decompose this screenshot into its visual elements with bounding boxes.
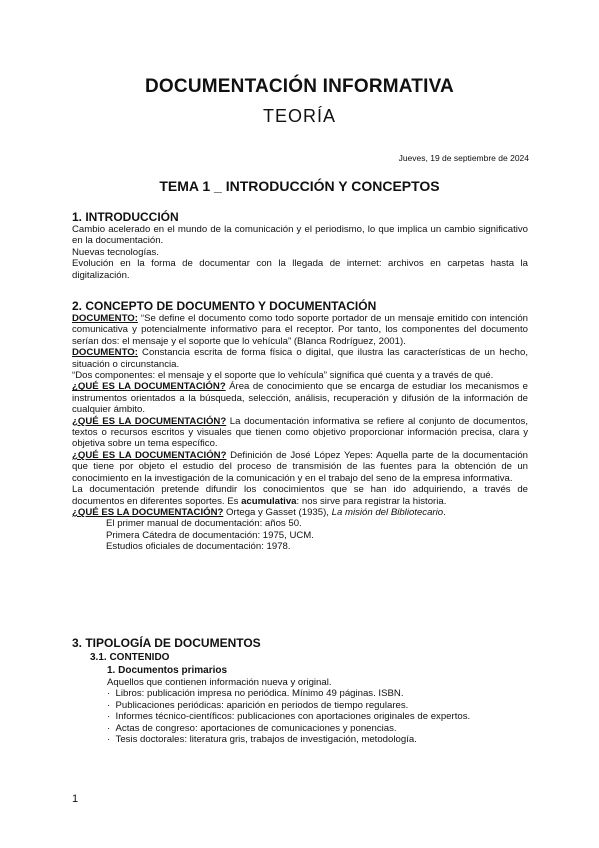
list-item-text: Informes técnico-científicos: publicaciones con aportaciones originales de expertos. xyxy=(115,711,471,723)
paragraph xyxy=(72,507,528,518)
paragraph xyxy=(72,313,528,347)
document-date: Jueves, 19 de septiembre de 2024 xyxy=(398,153,529,163)
italic-title: La misión del Bibliotecario xyxy=(331,506,444,518)
list-item-text: Libros: publicación impresa no periódica. Mínimo 49 páginas. ISBN. xyxy=(115,688,404,700)
subsubsection-heading: 1. Documentos primarios xyxy=(107,665,228,676)
list-item xyxy=(107,688,528,699)
list-item xyxy=(107,711,528,722)
primary-documents-list xyxy=(107,677,528,745)
paragraph-text: Área de conocimiento que se encarga de estudiar los mecanismos e instrumentos orientados a la búsqueda, selección, análisis, recuperación y difusión de la información de cualquier ámbito. xyxy=(72,381,528,416)
paragraph: Cambio acelerado en el mundo de la comunicación y el periodismo, lo que implica un cambio significativo en la documentación. xyxy=(72,224,528,247)
indented-line: El primer manual de documentación: años 50. xyxy=(106,518,302,530)
list-intro: Aquellos que contienen información nueva y original. xyxy=(107,677,332,688)
paragraph xyxy=(72,347,528,370)
bullet-icon: · xyxy=(107,711,116,723)
paragraph-text: . xyxy=(443,506,446,518)
list-item xyxy=(107,734,528,745)
section-1-heading: 1. INTRODUCCIÓN xyxy=(72,210,179,224)
list-item xyxy=(107,723,528,734)
section-3-heading: 3. TIPOLOGÍA DE DOCUMENTOS xyxy=(72,636,261,650)
paragraph-text: La documentación informativa se refiere al conjunto de documentos, textos o recursos escritos y visuales que tienen como objetivo proporcionar información precisa, clara y objetiva sobre un tema específico. xyxy=(72,415,528,450)
paragraph-text: La documentación pretende difundir los conocimientos que se han ido adquiriendo, a través de documentos en diferentes soportes. Es xyxy=(72,484,528,507)
section-2-body xyxy=(72,313,528,553)
bullet-icon: · xyxy=(107,688,116,700)
indented-line: Primera Cátedra de documentación: 1975, UCM. xyxy=(106,529,314,541)
paragraph: “Dos componentes: el mensaje y el soporte que lo vehícula” significa qué cuenta y a través de qué. xyxy=(72,370,494,382)
list-item-text: Publicaciones periódicas: aparición en periodos de tiempo regulares. xyxy=(115,699,409,711)
paragraph xyxy=(72,416,528,450)
tema-heading: TEMA 1 _ INTRODUCCIÓN Y CONCEPTOS xyxy=(159,178,440,194)
paragraph: Evolución en la forma de documentar con la llegada de internet: archivos en carpetas hasta la digitalización. xyxy=(72,258,528,281)
paragraph-text: “Se define el documento como todo soporte portador de un mensaje emitido con intención comunicativa y potencialmente informativo para el receptor. Por tanto, los componentes del documento serían dos: el mensaje y el soporte que lo vehícula” (Blanca Rodríguez, 2001). xyxy=(72,313,528,347)
keyword: DOCUMENTO: xyxy=(72,313,138,324)
subsection-heading: 3.1. CONTENIDO xyxy=(90,652,170,663)
paragraph-text: : nos sirve para registrar la historia. xyxy=(296,495,447,507)
keyword: DOCUMENTO: xyxy=(72,347,138,359)
section-1-body xyxy=(72,224,528,281)
paragraph xyxy=(72,450,528,484)
keyword: ¿QUÉ ES LA DOCUMENTACIÓN? xyxy=(72,506,224,518)
list-item-text: Actas de congreso: aportaciones de comunicaciones y ponencias. xyxy=(115,722,397,734)
bullet-icon: · xyxy=(107,722,116,734)
paragraph-text: Ortega y Gasset (1935), xyxy=(223,506,332,518)
paragraph xyxy=(72,381,528,415)
paragraph-text: Constancia escrita de forma física o digital, que ilustra las características de un hecho, situación o circunstancia. xyxy=(72,347,528,370)
paragraph xyxy=(72,484,528,507)
keyword: ¿QUÉ ES LA DOCUMENTACIÓN? xyxy=(72,415,227,427)
bold-text: acumulativa xyxy=(241,495,297,507)
keyword: ¿QUÉ ES LA DOCUMENTACIÓN? xyxy=(72,381,226,393)
bullet-icon: · xyxy=(107,734,116,746)
list-item-text: Tesis doctorales: literatura gris, trabajos de investigación, metodología. xyxy=(115,734,417,746)
document-subtitle: TEORÍA xyxy=(262,106,336,126)
indented-line: Estudios oficiales de documentación: 1978. xyxy=(106,541,291,553)
paragraph-text: Definición de José López Yepes: Aquella parte de la documentación que tiene por objeto el estudio del proceso de transmisión de las fuentes para la obtención de un conocimiento en la investigación de la comunicación y en el trabajo del seno de la empresa informativa. xyxy=(72,449,528,484)
section-2-heading: 2. CONCEPTO DE DOCUMENTO Y DOCUMENTACIÓN xyxy=(72,299,377,313)
paragraph: Nuevas tecnologías. xyxy=(72,246,159,258)
page-number: 1 xyxy=(72,793,79,805)
document-title: DOCUMENTACIÓN INFORMATIVA xyxy=(145,76,454,97)
list-item xyxy=(107,700,528,711)
bullet-icon: · xyxy=(107,699,116,711)
keyword: ¿QUÉ ES LA DOCUMENTACIÓN? xyxy=(72,449,227,461)
